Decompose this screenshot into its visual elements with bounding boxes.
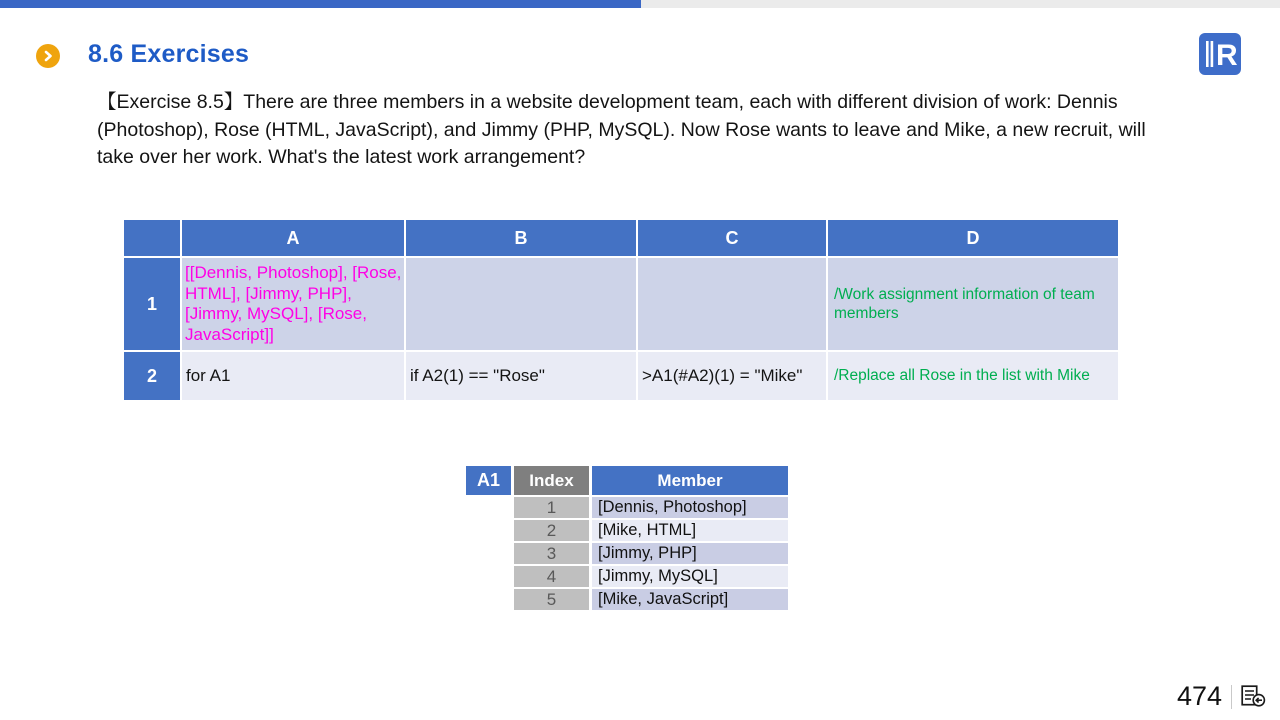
- logo-letter: R: [1216, 39, 1238, 72]
- result-index-2: 2: [514, 520, 589, 541]
- result-member-2: [Mike, HTML]: [592, 520, 788, 541]
- result-variable-badge: A1: [466, 466, 511, 495]
- cell-c2: >A1(#A2)(1) = "Mike": [638, 352, 826, 400]
- cell-b2: if A2(1) == "Rose": [406, 352, 636, 400]
- sheet-corner-cell: [124, 220, 180, 256]
- sheet-row-1: [124, 258, 1118, 350]
- cell-d1: /Work assignment information of team members: [828, 258, 1118, 350]
- cell-b1: [406, 258, 636, 350]
- sheet-col-header-b: B: [406, 220, 636, 256]
- result-col-header-index: Index: [514, 466, 589, 495]
- return-to-contents-icon[interactable]: [1241, 685, 1266, 708]
- spreadsheet-table: [122, 218, 1120, 402]
- result-spacer: [466, 520, 511, 541]
- sheet-col-header-a: A: [182, 220, 404, 256]
- result-spacer: [466, 566, 511, 587]
- sheet-row-label-1: 1: [124, 258, 180, 350]
- page-number: 474: [1176, 681, 1222, 711]
- cell-a2: for A1: [182, 352, 404, 400]
- sheet-row-2: [124, 352, 1118, 400]
- result-table: [466, 466, 788, 610]
- sheet-row-label-2: 2: [124, 352, 180, 400]
- result-spacer: [466, 543, 511, 564]
- result-spacer: [466, 497, 511, 518]
- exercise-paragraph: 【Exercise 8.5】There are three members in a website development team, each with different division of work: Dennis (Photoshop), Rose (HTML, JavaScript), and Jimmy (PHP, MySQL). Now Rose wants to leave and Mike, a new recruit, will take over her work. What's the latest work arrangement?: [97, 91, 1146, 168]
- sheet-header-row: [124, 220, 1118, 256]
- sheet-col-header-c: C: [638, 220, 826, 256]
- section-bullet: [36, 44, 60, 68]
- cell-c1: [638, 258, 826, 350]
- sheet-col-header-d: D: [828, 220, 1118, 256]
- result-index-1: 1: [514, 497, 589, 518]
- result-index-3: 3: [514, 543, 589, 564]
- chevron-right-icon: [41, 49, 55, 63]
- footer-divider: [1231, 685, 1232, 709]
- top-accent-bar-gray: [641, 0, 1280, 8]
- cell-d2: /Replace all Rose in the list with Mike: [828, 352, 1118, 400]
- result-member-4: [Jimmy, MySQL]: [592, 566, 788, 587]
- result-index-4: 4: [514, 566, 589, 587]
- result-member-1: [Dennis, Photoshop]: [592, 497, 788, 518]
- result-index-5: 5: [514, 589, 589, 610]
- footer: [1177, 681, 1266, 712]
- top-accent-bar-blue: [0, 0, 641, 8]
- result-member-3: [Jimmy, PHP]: [592, 543, 788, 564]
- result-spacer: [466, 589, 511, 610]
- result-member-5: [Mike, JavaScript]: [592, 589, 788, 610]
- page-title: 8.6 Exercises: [88, 40, 250, 68]
- cell-a1: [[Dennis, Photoshop], [Rose, HTML], [Jimmy, PHP], [Jimmy, MySQL], [Rose, JavaScript]]: [182, 258, 404, 350]
- result-col-header-member: Member: [592, 466, 788, 495]
- brand-logo-icon: [1199, 33, 1241, 75]
